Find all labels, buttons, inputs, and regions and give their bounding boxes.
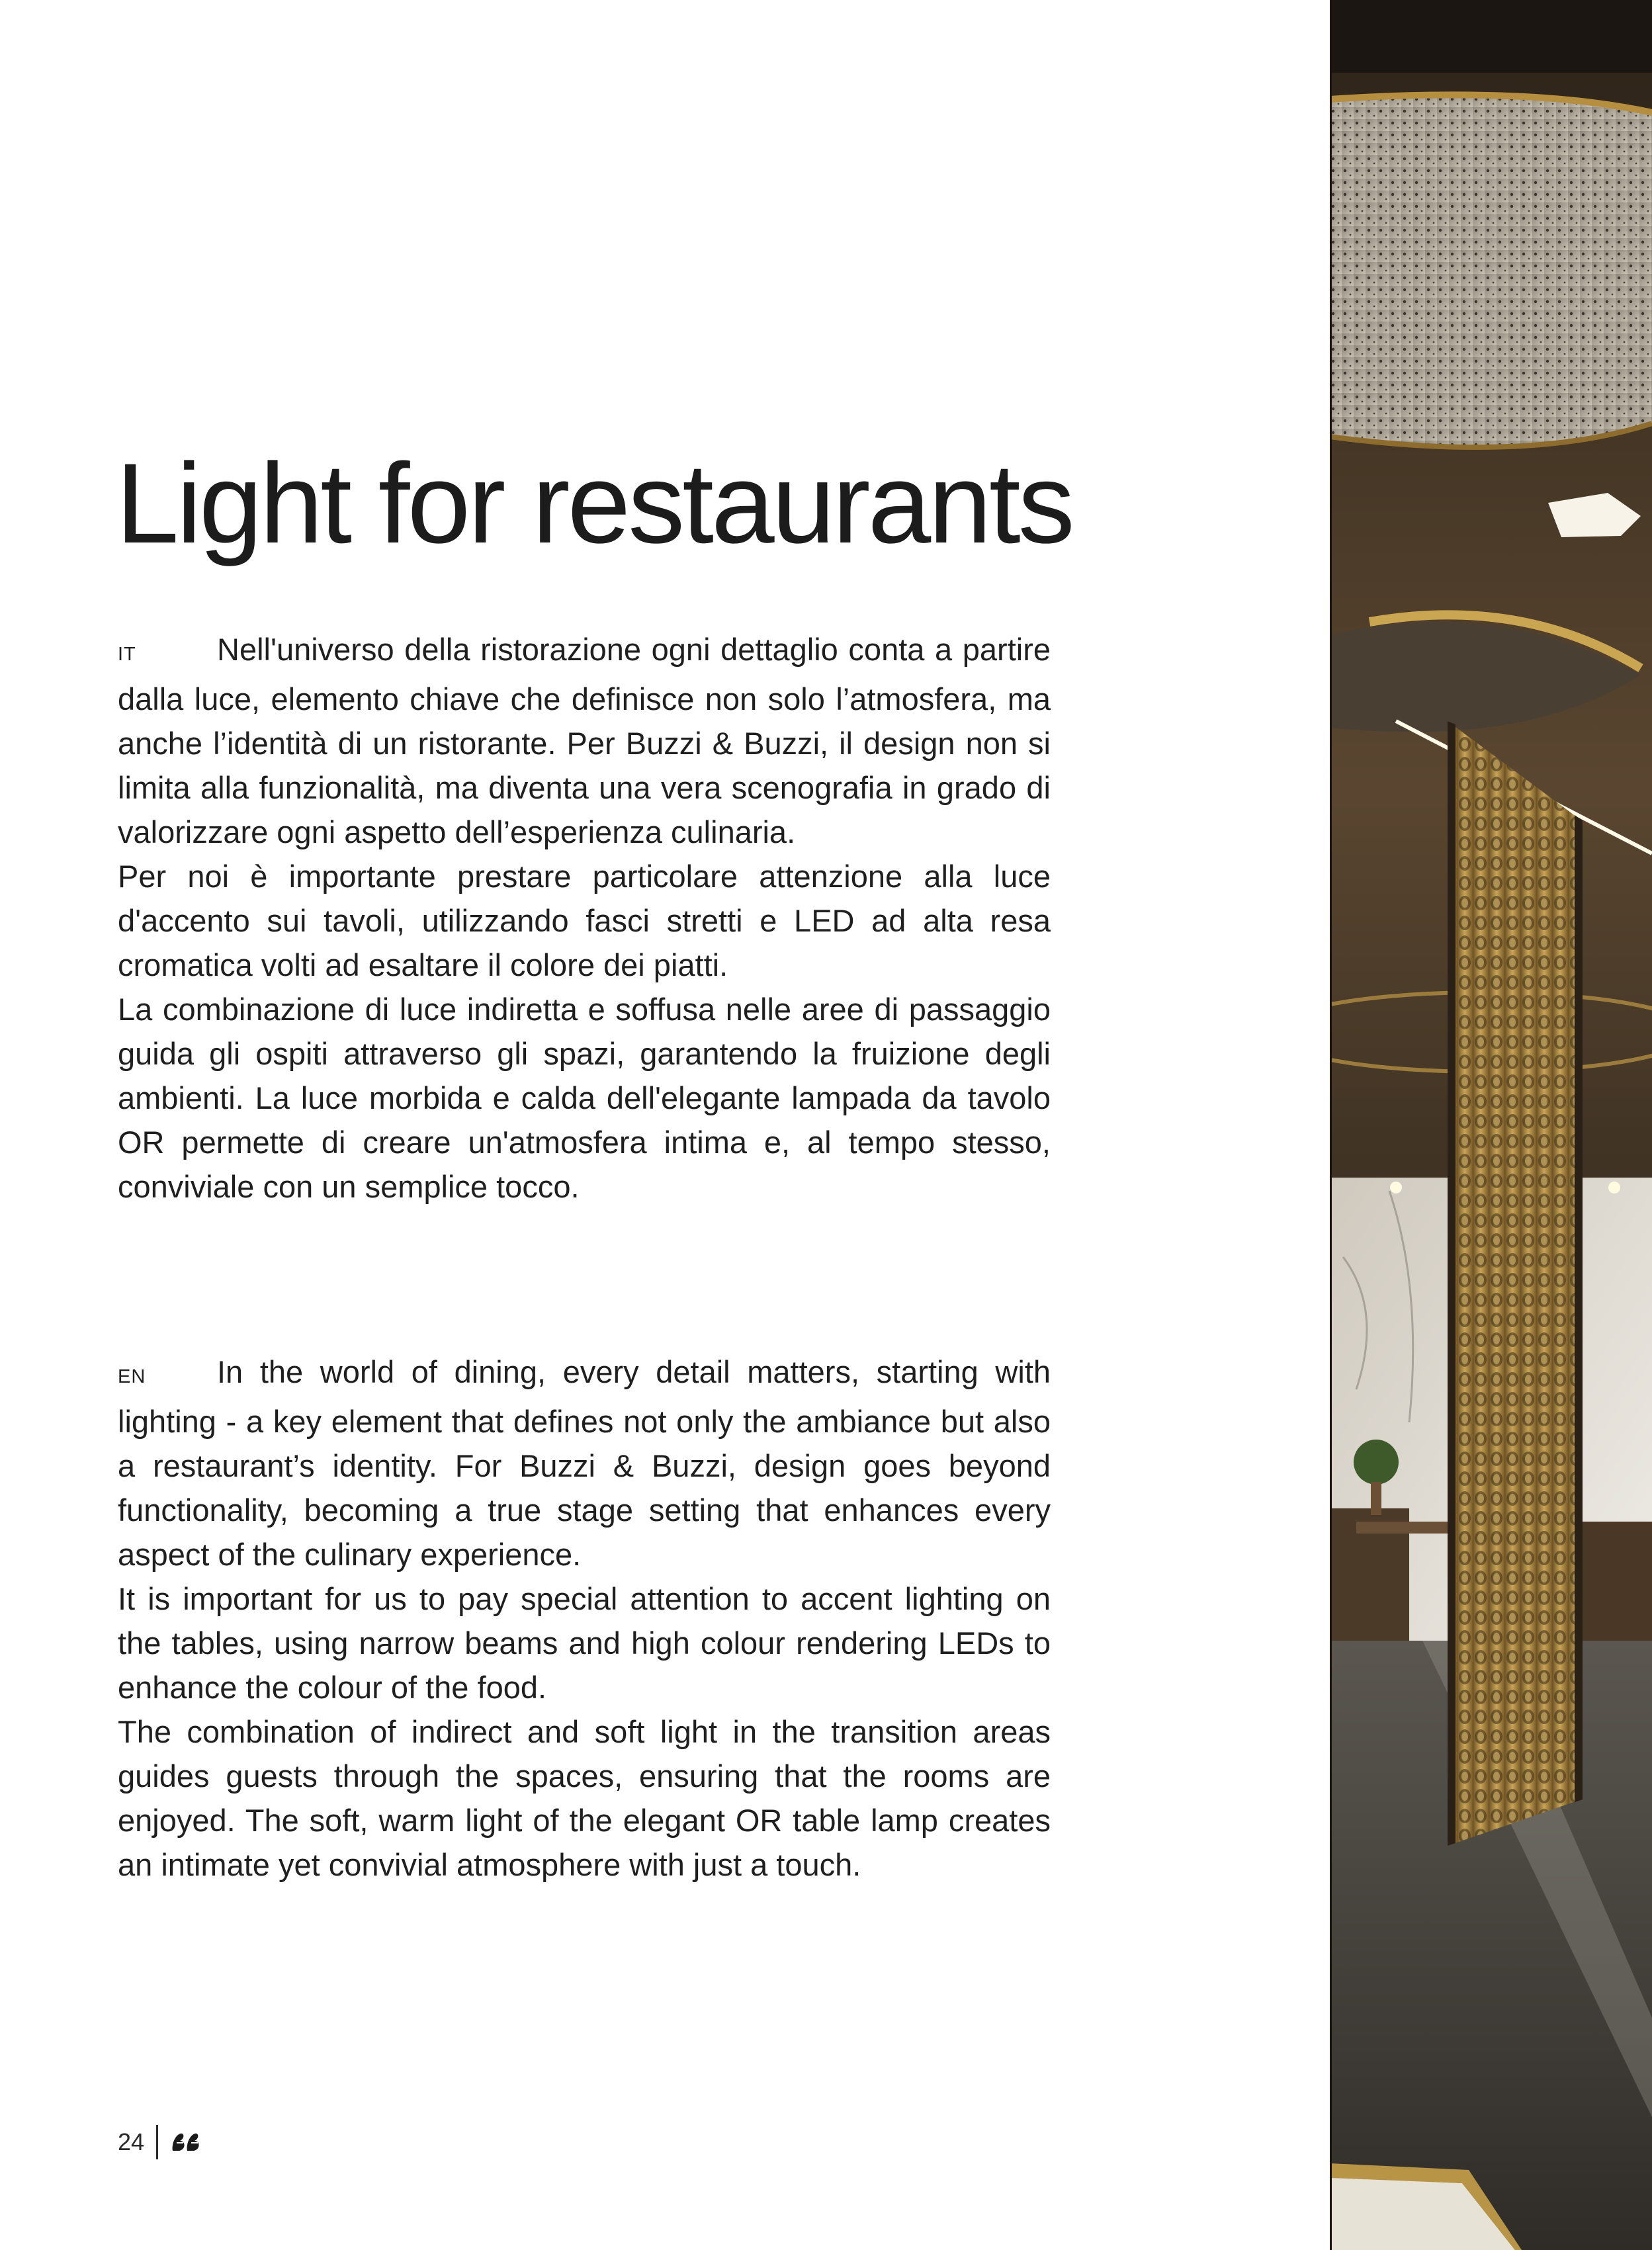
- italian-paragraph-2: Per noi è importante prestare particolare attenzione alla luce d'accento sui tavoli, utilizzando fasci stretti e LED ad alta resa cromatica volti ad esaltare il colore dei piatti.: [118, 859, 1051, 982]
- english-paragraph-3: The combination of indirect and soft light in the transition areas guides guests through the spaces, ensuring that the rooms are enjoyed. The soft, warm light of the elegant OR table lamp creates an intimate yet convivial atmosphere with just a touch.: [118, 1714, 1051, 1882]
- page-footer: [118, 2122, 200, 2162]
- italian-paragraph-1: [118, 627, 1051, 854]
- language-label-it: IT: [118, 644, 136, 665]
- english-paragraph-1: [118, 1350, 1051, 1577]
- buzzi-logo-icon: [170, 2131, 200, 2153]
- page-title: Light for restaurants: [116, 440, 1072, 568]
- italian-paragraph-3: La combinazione di luce indiretta e soffusa nelle aree di passaggio guida gli ospiti attraverso gli spazi, garantendo la fruizione degli ambienti. La luce morbida e calda dell'elegante lampada da tavolo OR permette di creare un'atmosfera intima e, al tempo stesso, conviviale con un semplice tocco.: [118, 992, 1051, 1204]
- footer-divider: [156, 2125, 158, 2159]
- english-text-block: [118, 1350, 1051, 1887]
- italian-text-block: [118, 627, 1051, 1209]
- page-number: 24: [118, 2128, 145, 2155]
- italian-paragraph-1-text: Nell'universo della ristorazione ogni dettaglio conta a partire dalla luce, elemento chiave che definisce non solo l’atmosfera, ma anche l’identità di un ristorante. Per Buzzi & Buzzi, il design non si limita alla funzionalità, ma diventa una vera scenografia in grado di valorizzare ogni aspetto dell’esperienza culinaria.: [118, 632, 1051, 849]
- english-paragraph-1-text: In the world of dining, every detail matters, starting with lighting - a key element that defines not only the ambiance but also a restaurant’s identity. For Buzzi & Buzzi, design goes beyond functionality, becoming a true stage setting that enhances every aspect of the culinary experience.: [118, 1354, 1051, 1572]
- english-paragraph-2: It is important for us to pay special attention to accent lighting on the tables, using narrow beams and high colour rendering LEDs to enhance the colour of the food.: [118, 1581, 1051, 1705]
- language-label-en: EN: [118, 1366, 146, 1387]
- restaurant-interior-photo: [1330, 0, 1652, 2250]
